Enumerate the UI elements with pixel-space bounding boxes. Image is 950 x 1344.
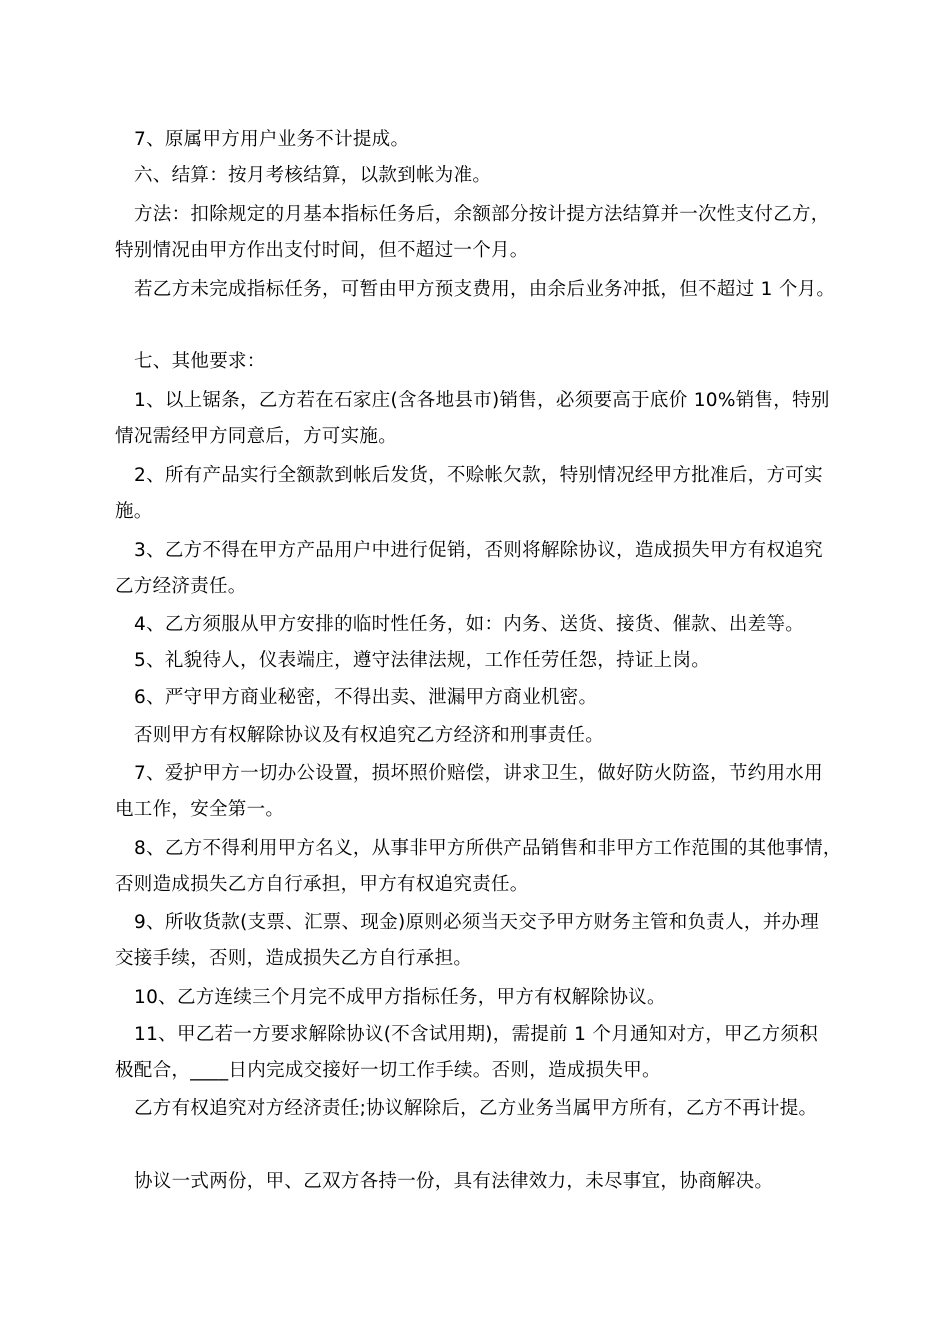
text-line: 5、礼貌待人，仪表端庄，遵守法律法规，工作任劳任怨，持证上岗。	[134, 650, 711, 671]
text-line: 9、所收货款(支票、汇票、现金)原则必须当天交予甲方财务主管和负责人，并办理	[134, 912, 820, 933]
text-line: 特别情况由甲方作出支付时间，但不超过一个月。	[115, 240, 529, 261]
text-line: 7、爱护甲方一切办公设置，损坏照价赔偿，讲求卫生，做好防火防盗，节约用水用	[134, 763, 823, 784]
closing-line: 协议一式两份，甲、乙双方各持一份，具有法律效力，未尽事宜，协商解决。	[134, 1171, 774, 1192]
text-line: 3、乙方不得在甲方产品用户中进行促销，否则将解除协议，造成损失甲方有权追究	[134, 540, 823, 561]
text-line: 1、以上锯条，乙方若在石家庄(含各地县市)销售，必须要高于底价 10%销售，特别	[134, 390, 830, 411]
text-line: 10、乙方连续三个月完不成甲方指标任务，甲方有权解除协议。	[134, 987, 666, 1008]
text-line: 乙方经济责任。	[115, 576, 247, 597]
text-line: 电工作，安全第一。	[115, 799, 285, 820]
section-heading: 七、其他要求：	[134, 351, 266, 372]
text-line: 7、原属甲方用户业务不计提成。	[134, 129, 410, 150]
text-line: 六、结算：按月考核结算，以款到帐为准。	[134, 165, 492, 186]
text-line: 极配合，____日内完成交接好一切工作手续。否则，造成损失甲。	[115, 1060, 661, 1081]
text-line: 否则甲方有权解除协议及有权追究乙方经济和刑事责任。	[134, 725, 605, 746]
text-line: 2、所有产品实行全额款到帐后发货，不赊帐欠款，特别情况经甲方批准后，方可实	[134, 465, 823, 486]
text-line: 若乙方未完成指标任务，可暂由甲方预支费用，由余后业务冲抵，但不超过 1 个月。	[134, 279, 836, 300]
text-line: 情况需经甲方同意后，方可实施。	[115, 426, 398, 447]
text-line: 否则造成损失乙方自行承担，甲方有权追究责任。	[115, 874, 529, 895]
text-line: 11、甲乙若一方要求解除协议(不含试用期)，需提前 1 个月通知对方，甲乙方须积	[134, 1024, 819, 1045]
text-line: 8、乙方不得利用甲方名义，从事非甲方所供产品销售和非甲方工作范围的其他事情，	[134, 838, 842, 859]
text-line: 方法：扣除规定的月基本指标任务后，余额部分按计提方法结算并一次性支付乙方，	[134, 204, 830, 225]
text-line: 4、乙方须服从甲方安排的临时性任务，如：内务、送货、接货、催款、出差等。	[134, 614, 805, 635]
text-line: 乙方有权追究对方经济责任;协议解除后，乙方业务当属甲方所有，乙方不再计提。	[134, 1098, 818, 1119]
text-line: 施。	[115, 501, 153, 522]
text-line: 交接手续，否则，造成损失乙方自行承担。	[115, 948, 473, 969]
text-line: 6、严守甲方商业秘密，不得出卖、泄漏甲方商业机密。	[134, 687, 598, 708]
